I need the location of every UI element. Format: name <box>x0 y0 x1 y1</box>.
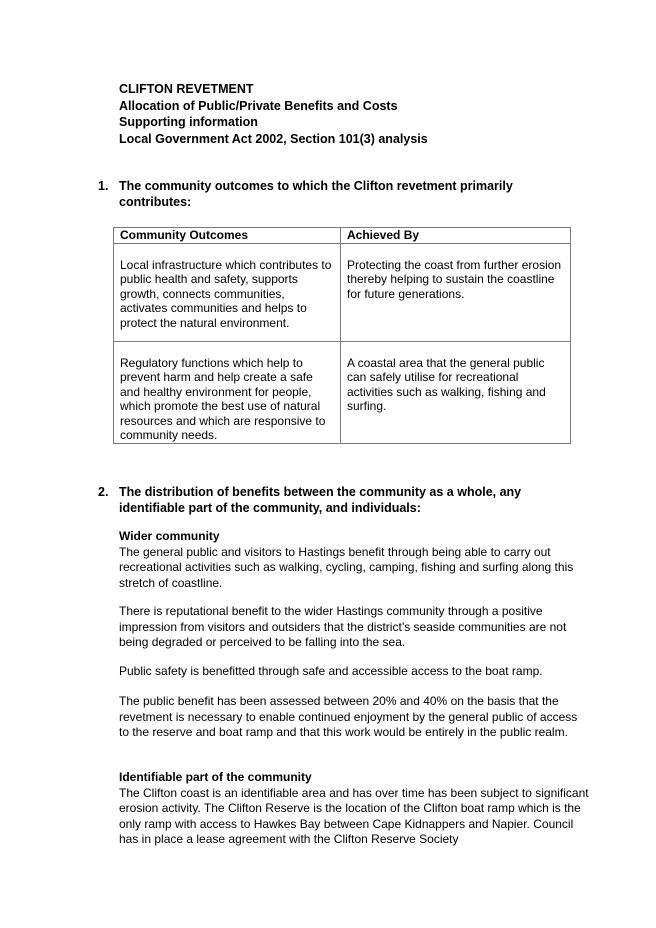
paragraph-block <box>119 664 589 680</box>
table-cell-outcome: Regulatory functions which help to prevent harm and help create a safe and healthy environment for people, which promote the best use of natural resources and which are responsive to community needs. <box>114 341 341 443</box>
section-2-number: 2. <box>98 485 109 499</box>
table-cell-achieved: Protecting the coast from further erosion thereby helping to sustain the coastline for future generations. <box>341 243 571 341</box>
section-2-heading <box>98 484 588 516</box>
paragraph: Public safety is benefitted through safe and accessible access to the boat ramp. <box>119 664 543 678</box>
document-subtitle-2: Supporting information <box>119 115 258 129</box>
section-2-body <box>119 529 589 591</box>
table-row <box>114 341 571 443</box>
document-subtitle-3: Local Government Act 2002, Section 101(3) analysis <box>119 131 428 146</box>
table-header-row <box>114 228 571 244</box>
section-1-heading <box>98 178 588 210</box>
table-cell-achieved: A coastal area that the general public can safely utilise for recreational activities such as walking, fishing and surfing. <box>341 341 571 443</box>
document-subtitle: Allocation of Public/Private Benefits and Costs <box>119 98 398 113</box>
paragraph: The public benefit has been assessed between 20% and 40% on the basis that the revetment is necessary to enable continued enjoyment by the general public of access to the reserve and boat ramp and that this work would be entirely in the public realm. <box>119 694 578 739</box>
paragraph: There is reputational benefit to the wider Hastings community through a positive impression from visitors and outsiders that the district’s seaside communities are not being degraded or perceived to be falling into the sea. <box>119 604 567 649</box>
section-1-title: The community outcomes to which the Clifton revetment primarily contributes: <box>119 179 513 209</box>
document-header <box>119 81 589 147</box>
paragraph: The general public and visitors to Hastings benefit through being able to carry out recreational activities such as walking, cycling, camping, fishing and surfing along this stretch of coastline. <box>119 544 574 590</box>
column-header-outcomes: Community Outcomes <box>114 228 341 244</box>
section-2-title: The distribution of benefits between the community as a whole, any identifiable part of the community, and individuals: <box>119 485 522 515</box>
table-row <box>114 243 571 341</box>
paragraph-block <box>119 604 589 651</box>
column-header-achieved: Achieved By <box>341 228 571 244</box>
document-title: CLIFTON REVETMENT <box>119 82 254 96</box>
section-1-number: 1. <box>98 179 109 193</box>
table-cell-outcome: Local infrastructure which contributes to public health and safety, supports growth, connects communities, activates communities and helps to protect the natural environment. <box>114 243 341 341</box>
identifiable-part-heading: Identifiable part of the community <box>119 770 312 784</box>
paragraph-block <box>119 694 589 741</box>
community-outcomes-table <box>113 227 571 444</box>
paragraph: The Clifton coast is an identifiable area and has over time has been subject to significant erosion activity. The Clifton Reserve is the location of the Clifton boat ramp which is the only ramp with access to Hawkes Bay between Cape Kidnappers and Napier. Council has in place a lease agreement with the Clifton Reserve Society <box>119 785 589 846</box>
wider-community-heading: Wider community <box>119 529 220 543</box>
paragraph-block <box>119 770 589 848</box>
